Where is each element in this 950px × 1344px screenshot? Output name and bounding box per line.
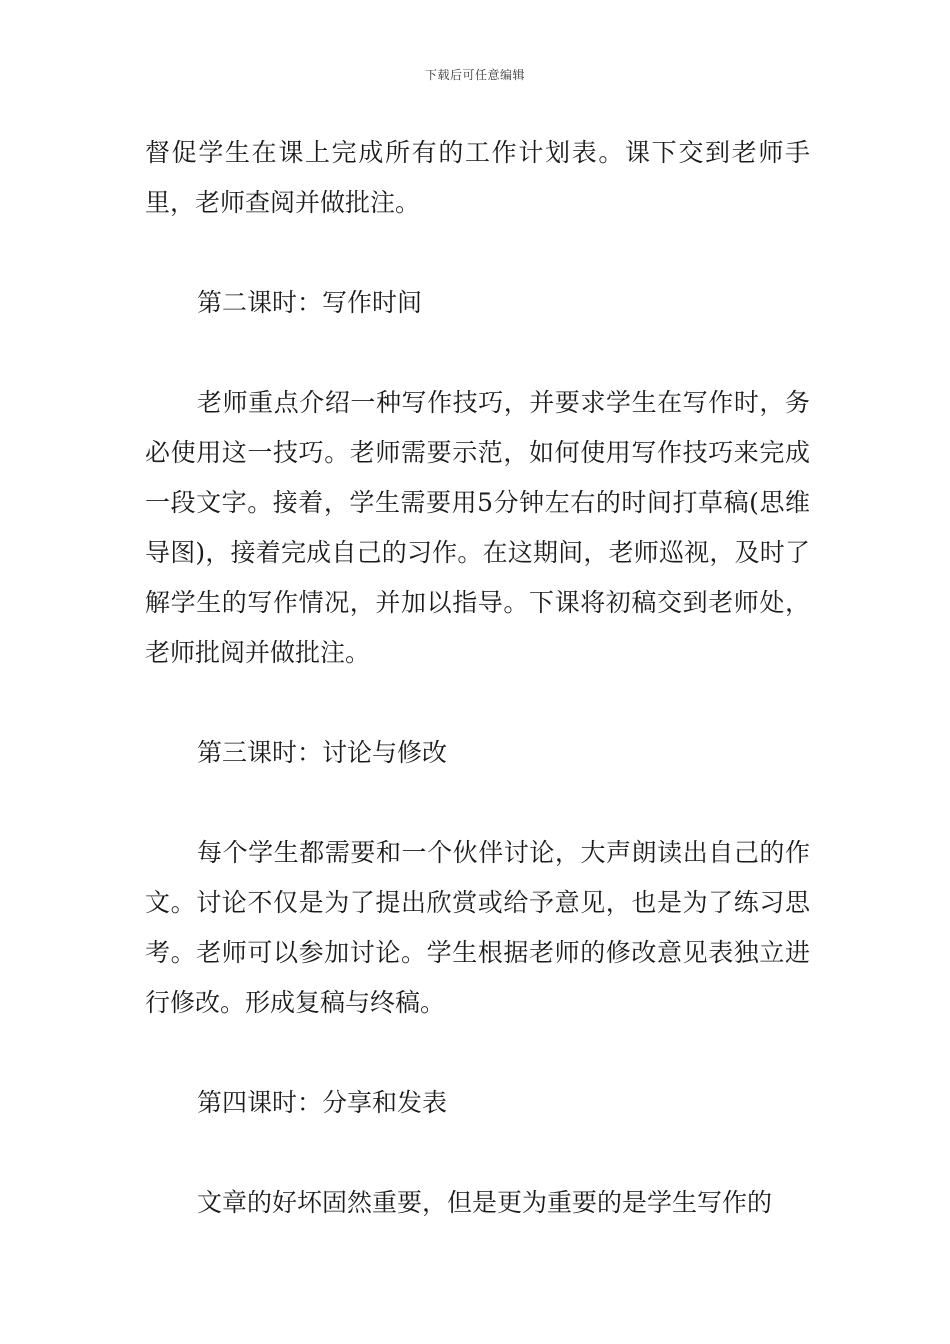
page-header-note: 下载后可任意编辑 xyxy=(424,68,525,82)
heading-lesson-2: 第二课时：写作时间 xyxy=(197,288,423,317)
spacer xyxy=(145,1128,810,1178)
heading-lesson-3: 第三课时：讨论与修改 xyxy=(197,738,448,767)
spacer xyxy=(145,778,810,828)
paragraph-2: 老师重点介绍一种写作技巧，并要求学生在写作时，务必使用这一技巧。老师需要示范，如何使用写作技巧来完成一段文字。接着，学生需要用5分钟左右的时间打草稿(思维导图)，接着完成自己的习作。在这期间，老师巡视，及时了解学生的写作情况，并加以指导。下课将初稿交到老师处，老师批阅并做批注。 xyxy=(145,388,810,667)
paragraph-1: 督促学生在课上完成所有的工作计划表。课下交到老师手里，老师查阅并做批注。 xyxy=(145,138,810,217)
spacer xyxy=(145,328,810,378)
paragraph-4: 文章的好坏固然重要，但是更为重要的是学生写作的 xyxy=(197,1188,773,1217)
document-body xyxy=(145,128,810,1228)
spacer xyxy=(145,228,810,278)
heading-lesson-4: 第四课时：分享和发表 xyxy=(197,1088,448,1117)
paragraph-3: 每个学生都需要和一个伙伴讨论，大声朗读出自己的作文。讨论不仅是为了提出欣赏或给予意见，也是为了练习思考。老师可以参加讨论。学生根据老师的修改意见表独立进行修改。形成复稿与终稿。 xyxy=(145,838,810,1017)
spacer xyxy=(145,678,810,728)
spacer xyxy=(145,1028,810,1078)
